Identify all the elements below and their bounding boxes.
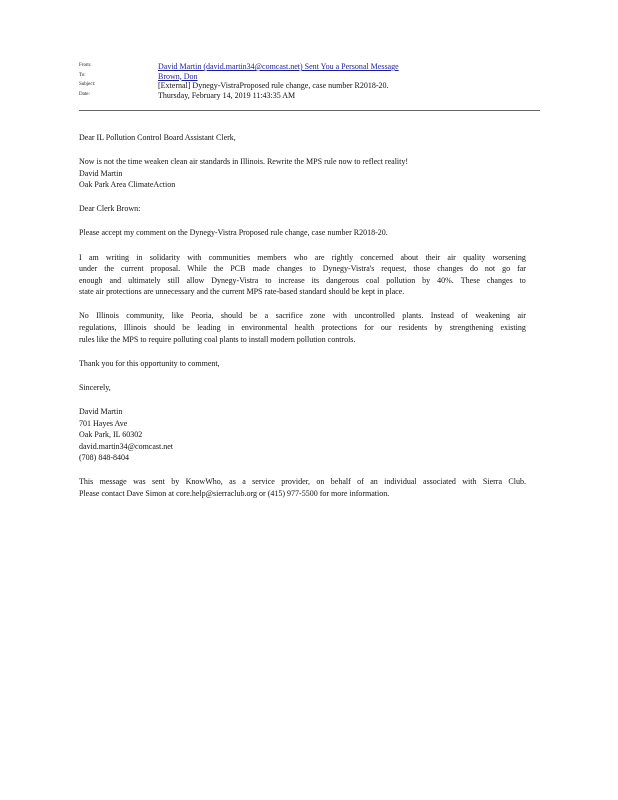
paragraph-line: rules like the MPS to require polluting coal plants to install modern pollution controls. — [79, 334, 356, 344]
paragraph-line: No Illinois community, like Peoria, should be a sacrifice zone with uncontrolled plants. Instead of weakening air — [79, 311, 526, 321]
paragraph-line: regulations, Illinois should be leading in environmental health protections for our residents by strengthening existing — [79, 323, 526, 333]
subject-label: Subject: — [79, 82, 96, 88]
signature-city: Oak Park, IL 60302 — [79, 430, 143, 440]
email-body — [79, 132, 529, 500]
footer-line: This message was sent by KnowWho, as a service provider, on behalf of an individual associated with Sierra Club. — [79, 477, 526, 487]
greeting-clerk: Dear IL Pollution Control Board Assistant Clerk, — [79, 133, 236, 142]
paragraph-line: state air protections are unnecessary and the current MPS rate-based standard should be kept in place. — [79, 287, 405, 297]
footer-line: Please contact Dave Simon at core.help@sierraclub.org or (415) 977-5500 for more information. — [79, 488, 390, 498]
community-paragraph — [79, 310, 529, 345]
signature-phone: (708) 848-8404 — [79, 453, 129, 463]
paragraph-line: I am writing in solidarity with communities members who are rightly concerned about their air quality worsening — [79, 252, 526, 262]
solidarity-paragraph — [79, 252, 529, 298]
footer-notice — [79, 476, 529, 499]
to-row — [79, 72, 539, 82]
from-label: From: — [79, 63, 92, 68]
signature-name-1: David Martin — [79, 168, 123, 178]
closing-text: Sincerely, — [79, 382, 111, 392]
date-label: Date: — [79, 91, 90, 97]
subject-row — [79, 81, 539, 91]
greeting-brown: Dear Clerk Brown: — [79, 204, 141, 214]
paragraph-line: under the current proposal. While the PCB made changes to Dynegy-Vistra's request, those changes do not go far — [79, 264, 526, 274]
date-row — [79, 91, 539, 101]
subject-value: [External] Dynegy-VistraProposed rule change, case number R2018-20. — [158, 81, 389, 91]
from-row — [79, 62, 539, 72]
email-header — [79, 62, 539, 100]
comment-paragraph: Please accept my comment on the Dynegy-Vistra Proposed rule change, case number R2018-20. — [79, 228, 388, 238]
thanks-text: Thank you for this opportunity to comment, — [79, 358, 220, 368]
to-label: To: — [79, 72, 86, 78]
signature-email: david.martin34@comcast.net — [79, 441, 174, 451]
signature-street: 701 Hayes Ave — [79, 418, 128, 428]
to-value[interactable]: Brown, Don — [158, 71, 198, 81]
signature-org: Oak Park Area ClimateAction — [79, 180, 176, 190]
intro-text: Now is not the time weaken clean air standards in Illinois. Rewrite the MPS rule now to reflect reality! — [79, 157, 409, 167]
paragraph-line: enough and ultimately still allow Dynegy-Vistra to increase its dangerous coal pollution by 40%. These changes to — [79, 275, 526, 285]
signature-name: David Martin — [79, 406, 123, 416]
date-value: Thursday, February 14, 2019 11:43:35 AM — [158, 90, 296, 100]
header-divider — [79, 110, 540, 111]
from-value[interactable]: David Martin (david.martin34@comcast.net) Sent You a Personal Message — [158, 62, 399, 71]
